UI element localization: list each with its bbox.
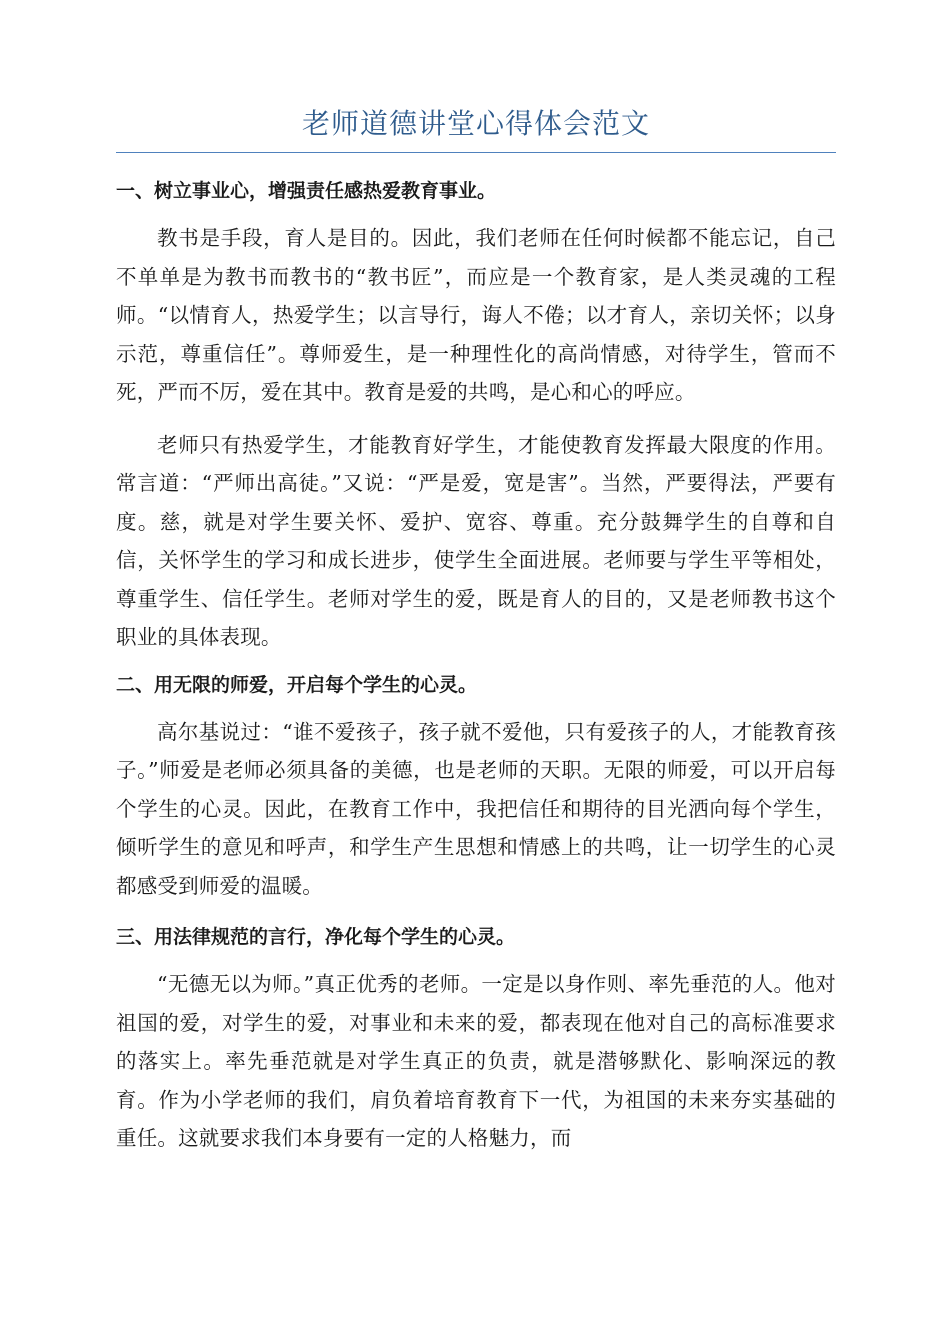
section-heading-2: 二、用无限的师爱，开启每个学生的心灵。 [116,673,478,696]
section-heading-1: 一、树立事业心，增强责任感热爱教育事业。 [116,180,497,202]
document-title: 老师道德讲堂心得体会范文 [116,104,836,153]
section-heading-3: 三、用法律规范的言行，净化每个学生的心灵。 [116,926,516,948]
document-page [116,104,836,1158]
section-1-paragraph-2: 老师只有热爱学生，才能教育好学生，才能使教育发挥最大限度的作用。常言道：“严师出高徒。”又说：“严是爱，宽是害”。当然，严要得法，严要有度。慈，就是对学生要关怀、爱护、宽容、尊重。充分鼓舞学生的自尊和自信，关怀学生的学习和成长进步，使学生全面进展。老师要与学生平等相处，尊重学生、信任学生。老师对学生的爱，既是育人的目的，又是老师教书这个职业的具体表现。 [116,432,836,649]
section-1-paragraph-1: 教书是手段，育人是目的。因此，我们老师在任何时候都不能忘记，自己不单单是为教书而教书的“教书匠”，而应是一个教育家，是人类灵魂的工程师。“以情育人，热爱学生；以言导行，诲人不倦；以才育人，亲切关怀；以身示范，尊重信任”。尊师爱生，是一种理性化的高尚情感，对待学生，管而不死，严而不厉，爱在其中。教育是爱的共鸣，是心和心的呼应。 [116,226,836,404]
section-3-paragraph-1: “无德无以为师。”真正优秀的老师。一定是以身作则、率先垂范的人。他对祖国的爱，对学生的爱，对事业和未来的爱，都表现在他对自己的高标准要求的落实上。率先垂范就是对学生真正的负责，就是潜够默化、影响深远的教育。作为小学老师的我们，肩负着培育教育下一代，为祖国的未来夯实基础的重任。这就要求我们本身要有一定的人格魅力，而 [116,972,836,1150]
section-2-paragraph-1: 高尔基说过：“谁不爱孩子，孩子就不爱他，只有爱孩子的人，才能教育孩子。”师爱是老师必须具备的美德，也是老师的天职。无限的师爱，可以开启每个学生的心灵。因此，在教育工作中，我把信任和期待的目光洒向每个学生，倾听学生的意见和呼声，和学生产生思想和情感上的共鸣，让一切学生的心灵都感受到师爱的温暖。 [116,719,836,898]
